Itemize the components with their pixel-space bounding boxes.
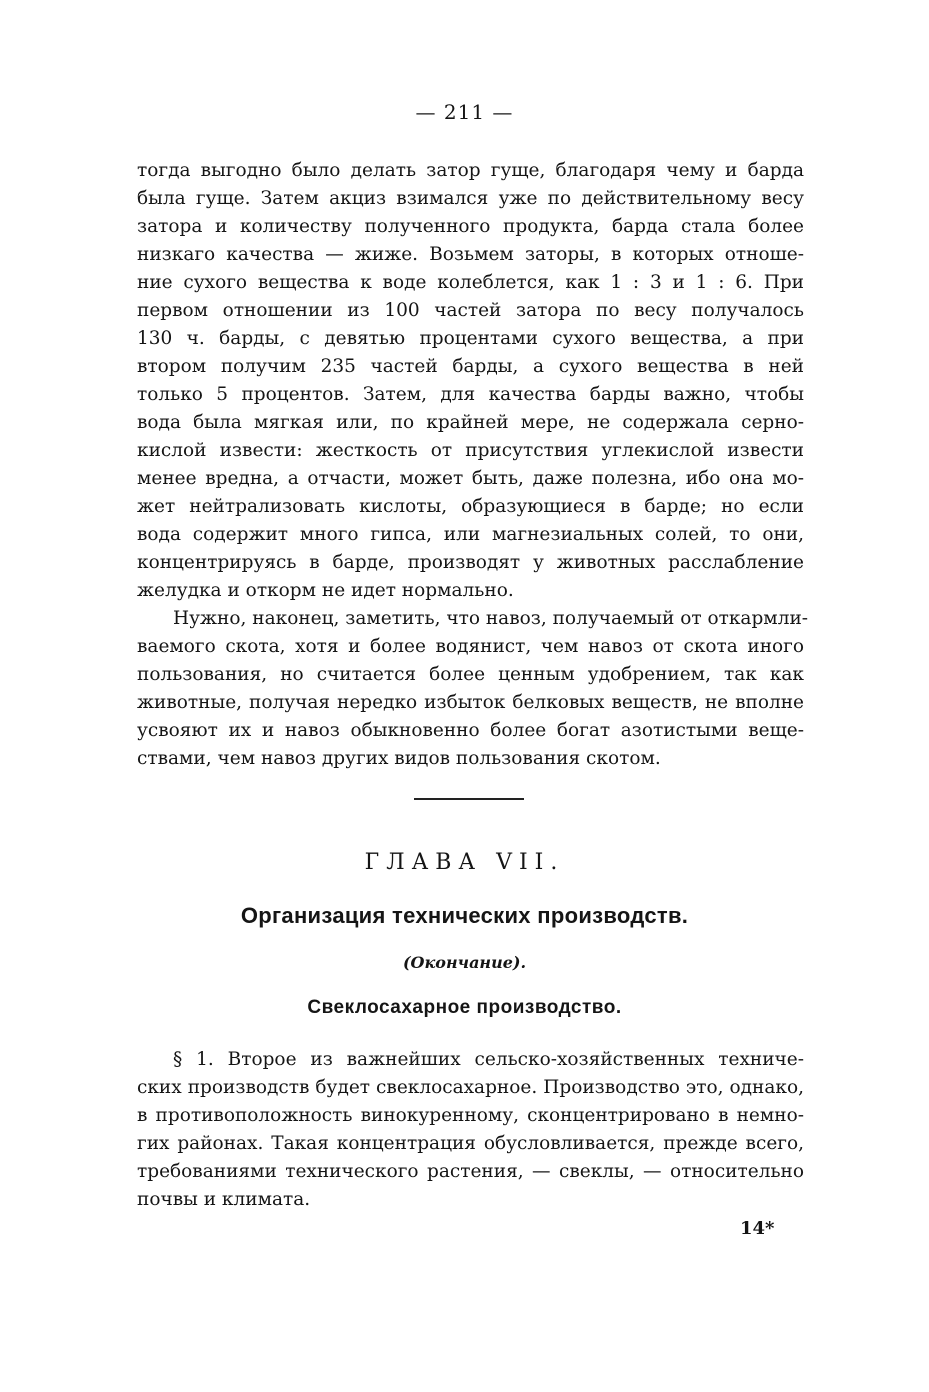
continuation-note: (Окончание). [402,953,527,972]
body-line: пользования, но считается более ценным удобрением, так как [137,664,804,685]
body-line: менее вредна, а отчасти, может быть, даже полезна, ибо она мо- [137,468,804,489]
body-line: Нужно, наконец, заметить, что навоз, получаемый от откармли- [173,608,809,629]
section-line: почвы и климата. [137,1189,311,1210]
section-divider [414,798,524,800]
section-line: гих районах. Такая концентрация обусловливается, прежде всего, [137,1133,804,1154]
body-line: желудка и откорм не идет нормально. [137,580,514,601]
body-line: вода содержит много гипса, или магнезиальных солей, то они, [137,524,804,545]
body-line: низкаго качества — жиже. Возьмем заторы, в которых отноше- [137,244,804,265]
section-title: Свеклосахарное производство. [307,997,622,1018]
body-line: тогда выгодно было делать затор гуще, благодаря чему и барда [137,160,804,181]
body-line: усвояют их и навоз обыкновенно более богат азотистыми веще- [137,720,804,741]
chapter-label: ГЛАВА VII. [364,850,565,875]
signature-mark: 14* [740,1218,775,1239]
body-line: затора и количеству полученного продукта, барда стала более [137,216,804,237]
body-line: кислой извести: жесткость от присутствия углекислой извести [137,440,804,461]
body-line: была гуще. Затем акциз взимался уже по действительному весу [137,188,804,209]
page-number: — 211 — [415,100,514,124]
section-line: § 1. Второе из важнейших сельско-хозяйственных техниче- [173,1049,804,1070]
body-line: животные, получая нередко избыток белковых веществ, не вполне [137,692,804,713]
body-line: только 5 процентов. Затем, для качества барды важно, чтобы [137,384,804,405]
section-line: в противоположность винокуренному, сконцентрировано в немно- [137,1105,804,1126]
body-line: вода была мягкая или, по крайней мере, не содержала серно- [137,412,804,433]
body-line: 130 ч. барды, с девятью процентами сухого вещества, а при [137,328,804,349]
section-line: ских производств будет свеклосахарное. Производство это, однако, [137,1077,804,1098]
section-line: требованиями технического растения, — свеклы, — относительно [137,1161,804,1182]
body-line: концентрируясь в барде, производят у животных расслабление [137,552,804,573]
body-line: ствами, чем навоз других видов пользования скотом. [137,748,661,769]
body-line: жет нейтрализовать кислоты, образующиеся в барде; но если [137,496,804,517]
body-line: ние сухого вещества к воде колеблется, как 1 : 3 и 1 : 6. При [137,272,804,293]
body-line: первом отношении из 100 частей затора по весу получалось [137,300,804,321]
body-line: втором получим 235 частей барды, а сухого вещества в ней [137,356,804,377]
body-line: ваемого скота, хотя и более водянист, чем навоз от скота иного [137,636,804,657]
chapter-title: Организация технических производств. [240,903,689,928]
